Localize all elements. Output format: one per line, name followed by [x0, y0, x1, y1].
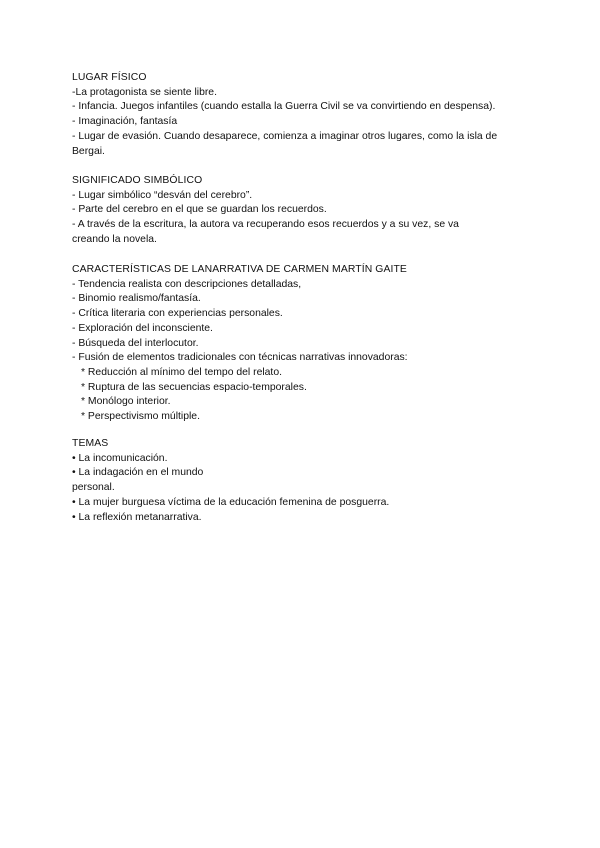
text-line: -La protagonista se siente libre. [72, 86, 217, 98]
section-caracteristicas [72, 263, 542, 425]
text-line: personal. [72, 482, 115, 494]
text-line: - Imaginación, fantasía [72, 116, 178, 128]
text-line: - Tendencia realista con descripciones detalladas, [72, 278, 302, 290]
bullet-line: • La indagación en el mundo [72, 467, 204, 479]
section-heading: CARACTERÍSTICAS DE LANARRATIVA DE CARMEN MARTÍN GAITE [72, 264, 407, 275]
text-line: - Lugar simbólico “desván del cerebro”. [72, 189, 253, 201]
sub-item-line: * Monólogo interior. [81, 396, 171, 408]
section-heading: SIGNIFICADO SIMBÓLICO [72, 175, 203, 186]
text-line: - Infancia. Juegos infantiles (cuando estalla la Guerra Civil se va convirtiendo en despensa). [72, 101, 496, 113]
bullet-line: • La incomunicación. [72, 452, 168, 464]
text-line: - Búsqueda del interlocutor. [72, 337, 199, 349]
text-line: - A través de la escritura, la autora va recuperando esos recuerdos y a su vez, se va [72, 219, 459, 231]
text-line: - Binomio realismo/fantasía. [72, 293, 201, 305]
sub-item-line: * Perspectivismo múltiple. [81, 411, 200, 423]
text-line: - Crítica literaria con experiencias personales. [72, 308, 283, 320]
text-line: - Parte del cerebro en el que se guardan los recuerdos. [72, 204, 327, 216]
section-heading: TEMAS [72, 438, 109, 449]
text-line: - Lugar de evasión. Cuando desaparece, comienza a imaginar otros lugares, como la isla de [72, 130, 498, 142]
sub-item-line: * Ruptura de las secuencias espacio-temporales. [81, 381, 307, 393]
section-temas [72, 437, 542, 525]
section-heading: LUGAR FÍSICO [72, 72, 147, 83]
text-line: - Fusión de elementos tradicionales con técnicas narrativas innovadoras: [72, 352, 408, 364]
section-lugar-fisico [72, 71, 542, 159]
bullet-line: • La reflexión metanarrativa. [72, 511, 202, 523]
bullet-line: • La mujer burguesa víctima de la educación femenina de posguerra. [72, 496, 390, 508]
sub-item-line: * Reducción al mínimo del tempo del relato. [81, 366, 282, 378]
text-line: creando la novela. [72, 233, 157, 245]
text-line: - Exploración del inconsciente. [72, 322, 213, 334]
section-significado-simbolico [72, 174, 542, 248]
text-line: Bergai. [72, 145, 105, 157]
